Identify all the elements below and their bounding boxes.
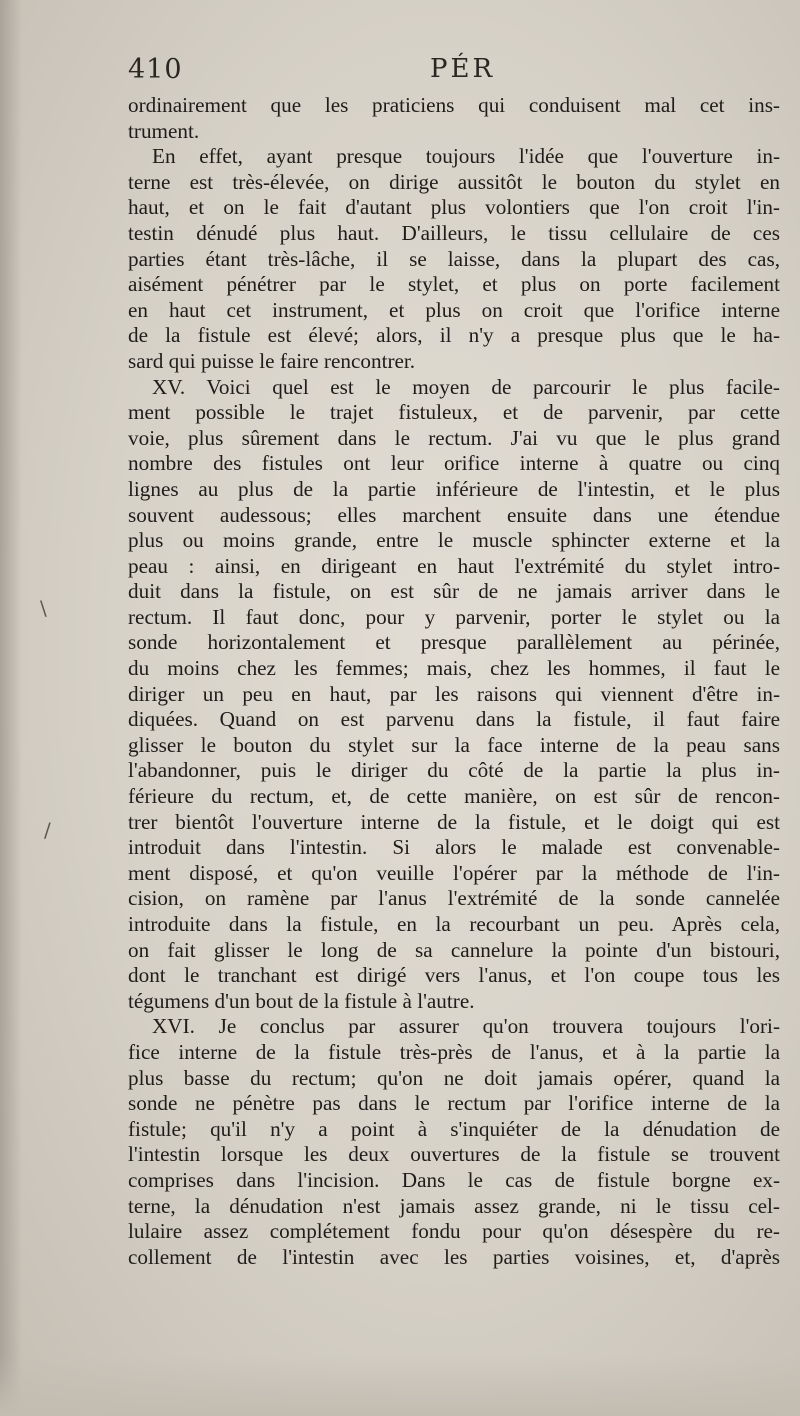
text-line: cision, on ramène par l'anus l'extrémité de la sonde cannelée [128, 886, 780, 911]
text-line: ment possible le trajet fistuleux, et de parvenir, par cette [128, 400, 780, 425]
text-line: lignes au plus de la partie inférieure de l'intestin, et le plus [128, 476, 780, 501]
text-line: XV. Voici quel est le moyen de parcourir le plus facile- [152, 374, 780, 399]
text-line: l'intestin lorsque les deux ouvertures de la fistule se trouvent [128, 1142, 780, 1167]
margin-mark: \ [40, 596, 47, 620]
text-line: lulaire assez complétement fondu pour qu'on désespère du re- [128, 1219, 780, 1244]
text-line: trument. [128, 118, 200, 143]
text-line: terne est très-élevée, on dirige aussitôt le bouton du stylet en [128, 169, 780, 194]
text-line: terne, la dénudation n'est jamais assez grande, ni le tissu cel- [128, 1193, 780, 1218]
text-line: introduit dans l'intestin. Si alors le malade est convenable- [128, 835, 780, 860]
text-line: peau : ainsi, en dirigeant en haut l'extrémité du stylet intro- [128, 553, 780, 578]
text-line: diquées. Quand on est parvenu dans la fistule, il faut faire [128, 707, 780, 732]
text-line: dont le tranchant est dirigé vers l'anus, et l'on coupe tous les [128, 963, 780, 988]
text-line: en haut cet instrument, et plus on croit que l'orifice interne [128, 297, 780, 322]
text-line: diriger un peu en haut, par les raisons qui viennent d'être in- [128, 681, 780, 706]
text-line: fice interne de la fistule très-près de l'anus, et à la partie la [128, 1039, 780, 1064]
text-line: fistule; qu'il n'y a point à s'inquiéter de la dénudation de [128, 1116, 780, 1141]
text-line: l'abandonner, puis le diriger du côté de la partie la plus in- [128, 758, 780, 783]
text-line: sonde ne pénètre pas dans le rectum par l'orifice interne de la [128, 1091, 780, 1116]
body-text [128, 93, 780, 1270]
text-line: trer bientôt l'ouverture interne de la fistule, et le doigt qui est [128, 809, 780, 834]
gutter-shadow [0, 0, 22, 1416]
margin-mark: / [44, 818, 51, 842]
text-line: En effet, ayant presque toujours l'idée que l'ouverture in- [152, 144, 780, 169]
text-line: parties étant très-lâche, il se laisse, dans la plupart des cas, [128, 246, 780, 271]
running-head [128, 54, 800, 94]
text-line: collement de l'intestin avec les parties voisines, et, d'après [128, 1244, 780, 1269]
text-line: ment disposé, et qu'on veuille l'opérer par la méthode de l'in- [128, 860, 780, 885]
text-line: XVI. Je conclus par assurer qu'on trouvera toujours l'ori- [152, 1014, 780, 1039]
page-bottom-edge [0, 1356, 800, 1416]
text-line: comprises dans l'incision. Dans le cas de fistule borgne ex- [128, 1167, 780, 1192]
text-line: du moins chez les femmes; mais, chez les hommes, il faut le [128, 656, 780, 681]
page-number: 410 [128, 54, 183, 85]
text-line: nombre des fistules ont leur orifice interne à quatre ou cinq [128, 451, 780, 476]
text-line: aisément pénétrer par le stylet, et plus on porte facilement [128, 272, 780, 297]
text-line: haut, et on le fait d'autant plus volontiers que l'on croit l'in- [128, 195, 780, 220]
running-title: PÉR [430, 54, 496, 84]
text-line: on fait glisser le long de sa cannelure la pointe d'un bistouri, [128, 937, 780, 962]
text-line: sonde horizontalement et presque parallèlement au périnée, [128, 630, 780, 655]
text-line: rectum. Il faut donc, pour y parvenir, porter le stylet ou la [128, 604, 780, 629]
text-line: souvent audessous; elles marchent ensuite dans une étendue [128, 502, 780, 527]
text-line: voie, plus sûrement dans le rectum. J'ai vu que le plus grand [128, 425, 780, 450]
text-line: de la fistule est élevé; alors, il n'y a presque plus que le ha- [128, 323, 780, 348]
text-line: férieure du rectum, et, de cette manière, on est sûr de rencon- [128, 784, 780, 809]
text-line: tégumens d'un bout de la fistule à l'autre. [128, 988, 475, 1013]
text-line: duit dans la fistule, on est sûr de ne jamais arriver dans le [128, 579, 780, 604]
text-line: plus ou moins grande, entre le muscle sphincter externe et la [128, 528, 780, 553]
text-line: introduite dans la fistule, en la recourbant un peu. Après cela, [128, 912, 780, 936]
text-line: testin dénudé plus haut. D'ailleurs, le tissu cellulaire de ces [128, 220, 780, 245]
text-line: plus basse du rectum; qu'on ne doit jamais opérer, quand la [128, 1065, 780, 1090]
text-line: ordinairement que les praticiens qui conduisent mal cet ins- [128, 93, 780, 117]
text-line: glisser le bouton du stylet sur la face interne de la peau sans [128, 732, 780, 757]
text-line: sard qui puisse le faire rencontrer. [128, 348, 416, 373]
